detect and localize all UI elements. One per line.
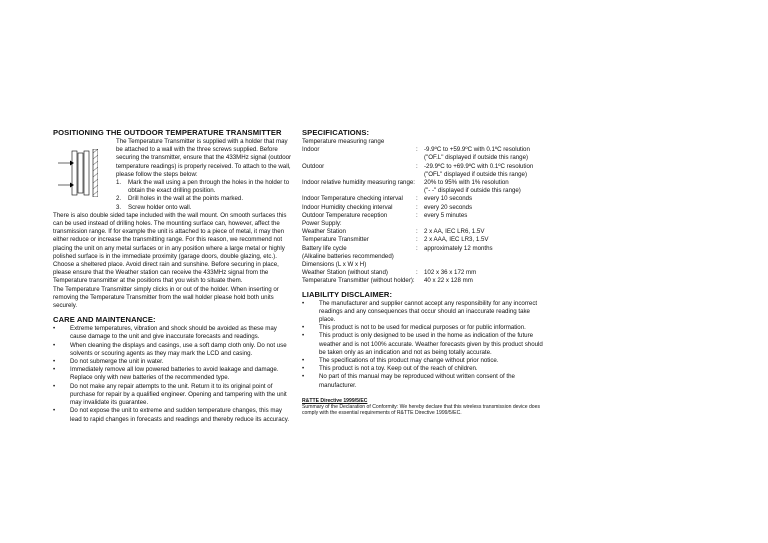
specifications-table bbox=[302, 138, 544, 286]
positioning-block bbox=[53, 138, 293, 212]
spec-value: 2 x AA, IEC LR6, 1.5V bbox=[424, 228, 485, 236]
list-item: • The specifications of this product may change without prior notice. bbox=[302, 357, 499, 365]
spec-colon bbox=[416, 261, 424, 269]
spec-label: Temperature measuring range bbox=[302, 138, 385, 145]
list-item: • Do not make any repair attempts to the unit. Return it to its original point of purchase for repair by a qualified engineer. Opening and tampering with the unit may invalidate its guarantee. bbox=[53, 382, 287, 407]
spec-colon: : bbox=[416, 269, 418, 277]
spec-colon: : bbox=[416, 195, 418, 203]
right-column bbox=[302, 128, 544, 417]
specifications-heading: SPECIFICATIONS: bbox=[302, 128, 370, 137]
rtte-heading: R&TTE Directive 1999/5/EC bbox=[302, 397, 368, 404]
list-item: • This product is only designed to be used in the home as indication of the future weather and is not 100% accurate. Weather forecasts given by this product should be taken only as an indication and not as being totally accurate. bbox=[302, 332, 543, 356]
spec-label: Power Supply: bbox=[302, 220, 342, 228]
spec-row bbox=[302, 228, 544, 236]
spec-colon: : bbox=[416, 162, 418, 170]
liability-heading: LIABILITY DISCLAIMER: bbox=[302, 289, 393, 299]
care-heading: CARE AND MAINTENANCE: bbox=[53, 315, 156, 325]
spec-label: Weather Station bbox=[302, 228, 346, 236]
spec-colon bbox=[416, 277, 424, 285]
list-item: • This product is not a toy. Keep out of the reach of children. bbox=[302, 365, 478, 373]
spec-label: Weather Station (without stand) bbox=[302, 269, 388, 277]
spec-value: ("OFL" displayed if outside this range) bbox=[424, 170, 527, 178]
spec-label bbox=[302, 154, 416, 162]
spec-value: ("OF.L" displayed if outside this range) bbox=[424, 154, 529, 162]
spec-value: every 5 minutes bbox=[424, 211, 468, 219]
spec-label: Temperature Transmitter (without holder): bbox=[302, 277, 415, 285]
spec-row bbox=[302, 187, 544, 195]
spec-label: Outdoor Temperature reception bbox=[302, 211, 388, 219]
rtte-notice bbox=[302, 398, 544, 417]
spec-value: -9.9ºC to +59.9ºC with 0.1ºC resolution bbox=[424, 146, 530, 154]
spec-value bbox=[424, 253, 544, 261]
spec-value: 20% to 95% with 1% resolution bbox=[424, 179, 509, 187]
spec-row bbox=[302, 236, 544, 244]
spec-row bbox=[302, 253, 544, 261]
spec-label bbox=[302, 171, 416, 179]
spec-colon bbox=[416, 179, 424, 187]
step-item: 2. Drill holes in the wall at the points marked. bbox=[116, 195, 244, 203]
list-item: • Immediately remove all low powered batteries to avoid leakage and damage. Replace only with new batteries of the recommended type. bbox=[53, 366, 279, 382]
rtte-text: Summary of the Declaration of Conformity: We hereby declare that this wireless transmission device does comply with the essential requirements of R&TTE Directive 1999/5/EC. bbox=[302, 404, 540, 417]
spec-colon bbox=[416, 253, 424, 261]
spec-colon: : bbox=[416, 146, 418, 154]
list-item: • When cleaning the displays and casings, use a soft damp cloth only. Do not use solvents or scouring agents as they may mark the LCD and casing. bbox=[53, 341, 287, 357]
spec-value: ("- -" displayed if outside this range) bbox=[424, 187, 521, 195]
spec-label: (Alkaline batteries recommended) bbox=[302, 252, 394, 260]
list-item: • Extreme temperatures, vibration and shock should be avoided as these may cause damage to the unit and give inaccurate forecasts and readings. bbox=[53, 325, 277, 341]
spec-row bbox=[302, 154, 544, 162]
spec-row bbox=[302, 212, 544, 220]
spec-colon: : bbox=[416, 228, 418, 236]
spec-value bbox=[424, 261, 544, 269]
spec-label: Dimensions (L x W x H) bbox=[302, 261, 367, 269]
spec-row bbox=[302, 195, 544, 203]
spec-label: Battery life cycle bbox=[302, 244, 347, 252]
spec-row bbox=[302, 179, 544, 187]
spec-colon: : bbox=[416, 203, 418, 211]
spec-row bbox=[302, 220, 544, 228]
spec-colon: : bbox=[416, 211, 418, 219]
step-item: 1. Mark the wall using a pen through the holes in the holder to obtain the exact drilling position. bbox=[116, 179, 290, 195]
spec-value: 40 x 22 x 128 mm bbox=[424, 277, 473, 285]
spec-value: 102 x 36 x 172 mm bbox=[424, 269, 477, 277]
liability-list bbox=[302, 300, 544, 390]
spec-label: Outdoor bbox=[302, 162, 325, 170]
positioning-intro: The Temperature Transmitter is supplied with a holder that may be attached to a wall with the three screws supplied. Before securing the transmitter, ensure that the 433MHz signal (outdoor temperature readings) is properly received. To attach to the wall, please follow the steps below: bbox=[116, 138, 292, 178]
spec-row bbox=[302, 204, 544, 212]
spec-colon bbox=[416, 138, 424, 146]
list-item: • No part of this manual may be reproduced without written consent of the manufacturer. bbox=[302, 373, 515, 389]
list-item: • This product is not to be used for medical purposes or for public information. bbox=[302, 324, 526, 332]
spec-value: 2 x AAA, IEC LR3, 1.5V bbox=[424, 236, 489, 244]
spec-value: every 10 seconds bbox=[424, 195, 473, 203]
spec-value bbox=[424, 138, 544, 146]
wall-mount-diagram bbox=[56, 149, 98, 197]
spec-colon bbox=[416, 220, 424, 228]
spec-colon: : bbox=[416, 244, 418, 252]
spec-row bbox=[302, 146, 544, 154]
list-item: • The manufacturer and supplier cannot accept any responsibility for any incorrect readings and any consequences that occur should an inaccurate reading take place. bbox=[302, 299, 538, 324]
spec-colon: : bbox=[416, 236, 418, 244]
spec-label: Indoor Temperature checking interval bbox=[302, 195, 403, 203]
step-item: 3. Screw holder onto wall. bbox=[116, 203, 192, 211]
spec-value bbox=[424, 220, 544, 228]
spec-row bbox=[302, 171, 544, 179]
spec-row bbox=[302, 277, 544, 285]
positioning-heading: POSITIONING THE OUTDOOR TEMPERATURE TRANSMITTER bbox=[53, 128, 282, 137]
spec-label bbox=[302, 187, 416, 195]
spec-label: Indoor Humidity checking interval bbox=[302, 203, 393, 211]
spec-value: -29.9ºC to +69.9ºC with 0.1ºC resolution bbox=[424, 162, 534, 170]
spec-colon bbox=[416, 171, 424, 179]
spec-colon bbox=[416, 154, 424, 162]
spec-label: Temperature Transmitter bbox=[302, 236, 369, 244]
double-sided-tape-paragraph: There is also double sided tape included with the wall mount. On smooth surfaces this can be used instead of drilling holes. The mounting surface can, however, affect the transmission range. If for example the unit is attached to a piece of metal, it may then either reduce or increase the transmitting range. For this reason, we recommend not placing the unit on any metal surfaces or in any position where a large metal or highly polished surface is in the immediate proximity (garage doors, double glazing, etc.). Choose a sheltered place. Avoid direct rain and sunshine. Before securing in place, please ensure that the Weather station can receive the 433MHz signal from the Temperature transmitter at the positions that you wish to situate them. bbox=[53, 211, 287, 285]
spec-value: every 20 seconds bbox=[424, 203, 473, 211]
spec-label: Indoor bbox=[302, 146, 320, 154]
left-column bbox=[53, 128, 293, 424]
mounting-steps bbox=[116, 179, 293, 212]
spec-colon bbox=[416, 187, 424, 195]
spec-row bbox=[302, 261, 544, 269]
list-item: • Do not submerge the unit in water. bbox=[53, 358, 164, 366]
spec-row bbox=[302, 138, 544, 146]
holder-clicks-paragraph: The Temperature Transmitter simply clicks in or out of the holder. When inserting or removing the Temperature Transmitter from the wall holder please hold both units securely. bbox=[53, 285, 279, 310]
spec-row bbox=[302, 245, 544, 253]
spec-row bbox=[302, 163, 544, 171]
spec-value: approximately 12 months bbox=[424, 244, 493, 252]
list-item: • Do not expose the unit to extreme and sudden temperature changes, this may lead to rapid changes in forecasts and readings and thereby reduce its accuracy. bbox=[53, 407, 290, 423]
care-list bbox=[53, 325, 293, 423]
spec-row bbox=[302, 269, 544, 277]
spec-label: Indoor relative humidity measuring range: bbox=[302, 179, 415, 187]
